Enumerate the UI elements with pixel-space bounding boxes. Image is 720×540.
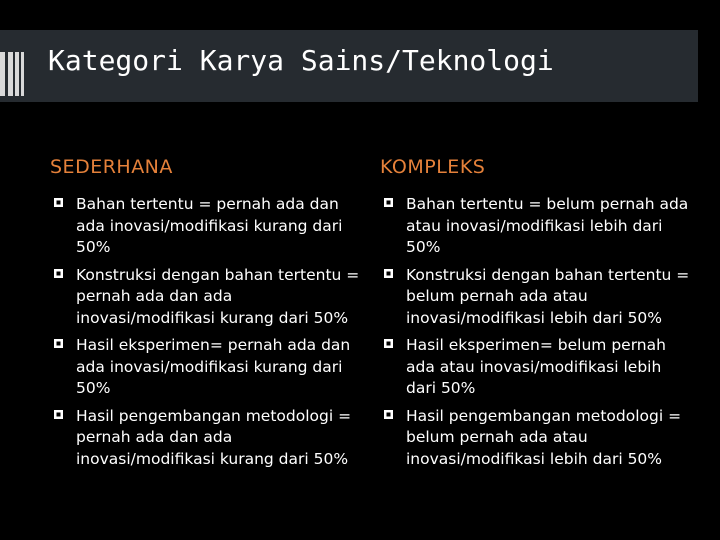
column-heading-sederhana: SEDERHANA [50, 156, 173, 178]
bullet-list-kompleks [380, 194, 690, 470]
list-item [50, 406, 360, 471]
list-item [50, 194, 360, 259]
slide-title: Kategori Karya Sains/Teknologi [48, 44, 554, 77]
list-item-text: Hasil eksperimen= belum pernah ada atau inovasi/modifikasi lebih dari 50% [406, 336, 666, 397]
list-item [50, 265, 360, 330]
list-item [380, 194, 690, 259]
bullet-list-sederhana [50, 194, 360, 470]
square-bullet-icon [54, 198, 63, 207]
list-item-text: Konstruksi dengan bahan tertentu = belum pernah ada atau inovasi/modifikasi lebih dari 50% [406, 265, 690, 327]
square-bullet-icon [384, 198, 393, 207]
title-decoration-icon [0, 52, 26, 96]
list-item-text: Konstruksi dengan bahan tertentu = pernah ada dan ada inovasi/modifikasi kurang dari 50% [76, 265, 360, 327]
column-kompleks [380, 156, 690, 476]
list-item-text: Hasil eksperimen= pernah ada dan ada inovasi/modifikasi kurang dari 50% [76, 336, 351, 397]
list-item [50, 335, 360, 400]
list-item-text: Bahan tertentu = pernah ada dan ada inovasi/modifikasi kurang dari 50% [76, 195, 343, 256]
column-sederhana [50, 156, 360, 476]
square-bullet-icon [54, 339, 63, 348]
square-bullet-icon [54, 269, 63, 278]
column-heading-kompleks: KOMPLEKS [380, 156, 486, 178]
list-item-text: Hasil pengembangan metodologi = belum pernah ada atau inovasi/modifikasi lebih dari 50% [406, 406, 682, 468]
square-bullet-icon [384, 410, 393, 419]
list-item [380, 265, 690, 330]
square-bullet-icon [384, 269, 393, 278]
list-item [380, 335, 690, 400]
list-item-text: Hasil pengembangan metodologi = pernah ada dan ada inovasi/modifikasi kurang dari 50% [76, 406, 352, 468]
square-bullet-icon [384, 339, 393, 348]
list-item [380, 406, 690, 471]
list-item-text: Bahan tertentu = belum pernah ada atau inovasi/modifikasi lebih dari 50% [406, 195, 689, 256]
square-bullet-icon [54, 410, 63, 419]
slide-title-bar [0, 30, 698, 102]
